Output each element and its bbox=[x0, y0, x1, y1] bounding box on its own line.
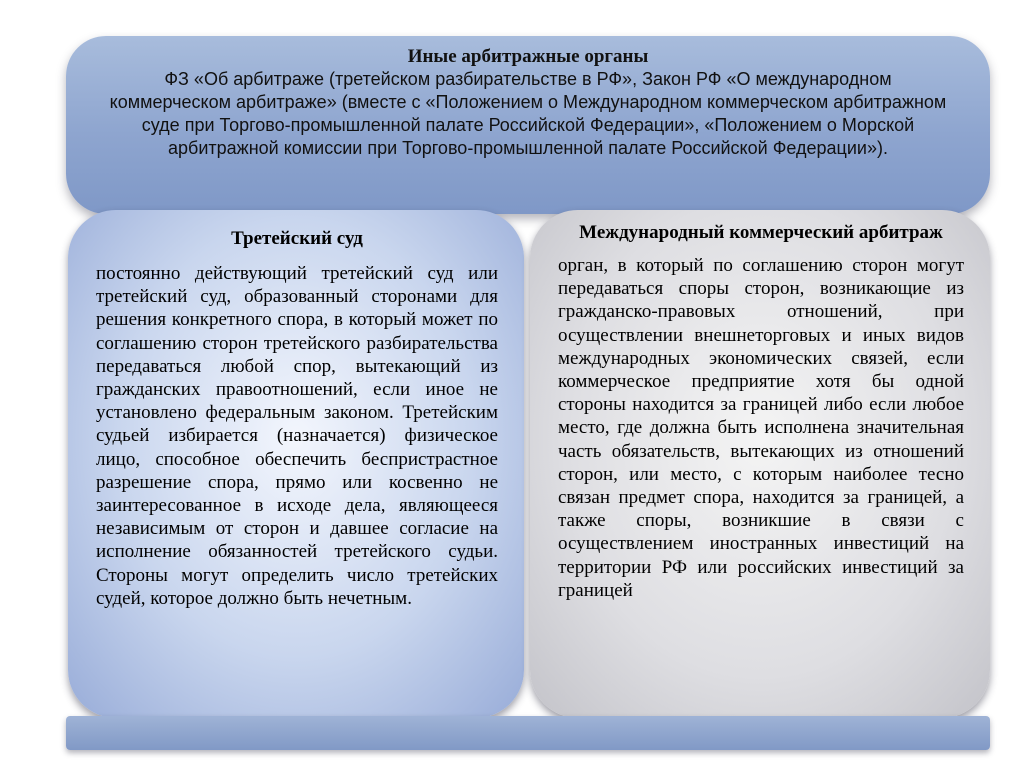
left-card-body: постоянно действующий третейский суд или третейский суд, образованный сторонами для решения конкретного спора, в который может по соглашению сторон третейского разбирательства передаваться любой спор, вытекающий из гражданских правоотношений, если иное не установлено федеральным законом. Третейским судьей избирается (назначается) физическое лицо, способное обеспечить беспристрастное разрешение спора, прямо или косвенно не заинтересованное в исходе дела, являющееся независимым от сторон и давшее согласие на исполнение обязанностей третейского судьи. Стороны могут определить число третейских судей, которое должно быть нечетным. bbox=[96, 263, 498, 609]
left-card bbox=[68, 210, 524, 718]
header-text: ФЗ «Об арбитраже (третейском разбирательстве в РФ», Закон РФ «О международном коммерческом арбитраже» (вместе с «Положением о Международном коммерческом арбитражном суде при Торгово-промышленной палате Российской Федерации», «Положением о Морской арбитражной комиссии при Торгово-промышленной палате Российской Федерации»). bbox=[109, 69, 947, 158]
right-card bbox=[530, 210, 990, 718]
left-card-title: Третейский суд bbox=[231, 228, 363, 249]
right-card-body: орган, в который по соглашению сторон могут передаваться споры сторон, возникающие из гражданско-правовых отношений, при осуществлении внешнеторговых и иных видов международных экономических связей, если коммерческое предприятие хотя бы одной стороны находится за границей либо если любое место, где должна быть исполнена значительная часть обязательств, вытекающих из отношений сторон, или место, с которым наиболее тесно связан предмет спора, находится за границей, а также споры, возникшие в связи с осуществлением иностранных инвестиций на территории РФ или российских инвестиций за границей bbox=[558, 255, 964, 601]
bottom-bar bbox=[66, 716, 990, 750]
right-card-title: Международный коммерческий арбитраж bbox=[579, 222, 943, 243]
header-title: Иные арбитражные органы bbox=[407, 46, 649, 67]
header-box bbox=[66, 36, 990, 214]
